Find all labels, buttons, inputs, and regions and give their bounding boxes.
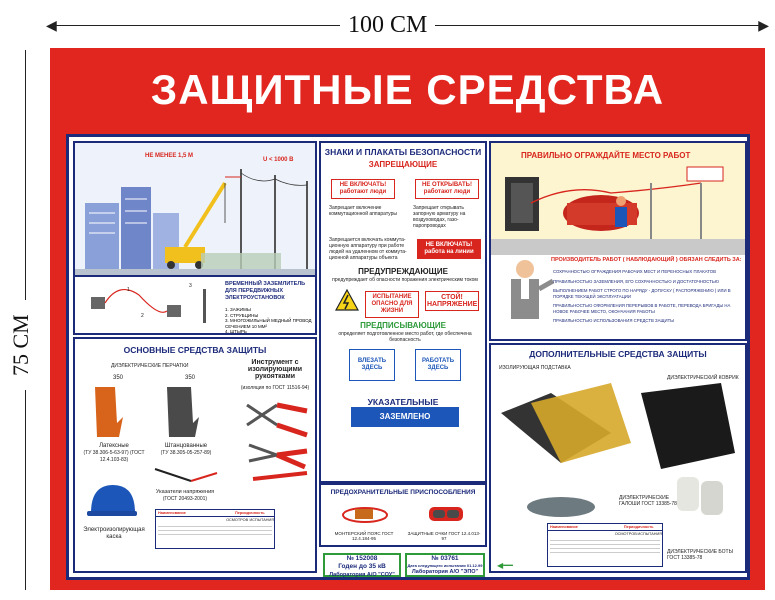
warning-heading: ПРЕДУПРЕЖДАЮЩИЕ <box>358 267 448 276</box>
sign-climb-here: ВЛЕЗАТЬ ЗДЕСЬ <box>349 349 395 381</box>
panel-fencing <box>489 141 747 341</box>
height-dimension <box>8 50 42 590</box>
grounding-item: 2. СТРУБЦИНЫ <box>225 312 259 318</box>
test-stamp-2 <box>405 553 485 577</box>
tools-title: Инструмент с изолирующими рукоятками <box>247 359 303 380</box>
screwdriver <box>253 473 307 479</box>
fencing-illustration <box>491 143 747 255</box>
table-col-period: Периодичность <box>623 525 654 529</box>
signs-heading: ЗНАКИ И ПЛАКАТЫ БЕЗОПАСНОСТИ <box>324 147 482 157</box>
latex-spec: (ТУ 38.306-5-63-97) (ГОСТ 12.4.103-83) <box>83 450 145 463</box>
sign-line-work: НЕ ВКЛЮЧАТЬ! работа на линии <box>417 239 481 259</box>
helmet-shell <box>91 485 135 513</box>
grounding-item: 4. ШТЫРЬ <box>225 329 247 334</box>
supervisor-head <box>516 260 534 278</box>
height-label: 75 СМ <box>8 300 42 390</box>
sign3-description: Запрещается включать коммута- ционную аппаратуру при работе людей на удаленном от коммута- ционной аппаратуры объекта <box>329 237 407 261</box>
grounding-item: 3. МНОГОЖИЛЬНЫЙ МЕДНЫЙ ПРОВОД СЕЧЕНИЕМ 10 ММ² <box>225 318 312 329</box>
sign-do-not-switch: НЕ ВКЛЮЧАТЬ! работают люди <box>331 179 395 199</box>
stamp1-number: № 152008 <box>346 555 378 562</box>
construction-illustration <box>75 143 317 277</box>
svg-text:2: 2 <box>141 313 144 319</box>
table-col-inspection: ОСМОТРОВ <box>226 518 249 522</box>
duties-list <box>553 269 745 324</box>
stamp2-next: Дата следующего испытания 01.12.99 <box>407 563 483 568</box>
panel-additional <box>489 343 747 573</box>
arrow-right-icon: ▶ <box>758 17 769 33</box>
table-col-name: Наименование <box>158 511 186 515</box>
panel-construction <box>73 141 317 277</box>
test-stamp-1 <box>323 553 401 577</box>
poster-board <box>66 134 750 580</box>
gloves-dimension-a: 350 <box>113 375 124 381</box>
latex-glove <box>95 387 123 437</box>
helmet-label: Электроизолирующая каска <box>83 527 145 540</box>
boot-1 <box>677 477 699 511</box>
grounding-illustration <box>79 277 219 333</box>
duty-item: ПРАВИЛЬНОСТЬЮ ИСПОЛЬЗОВАНИЯ СРЕДСТВ ЗАЩИТЫ <box>553 318 675 323</box>
table-col-test: ИСПЫТАНИЯ <box>637 532 662 536</box>
prescribing-description: определяет подготовленное место работ, где обеспечена безопасность <box>338 331 472 343</box>
table-col-period: Периодичность <box>235 511 265 515</box>
tools-spec: (изоляция по ГОСТ 11516-94) <box>240 385 310 391</box>
sign-testing: ИСПЫТАНИЕ ОПАСНО ДЛЯ ЖИЗНИ <box>365 291 419 318</box>
fixtures-illustration <box>325 499 485 529</box>
producer-heading: ПРОИЗВОДИТЕЛЬ РАБОТ ( НАБЛЮДАЮЩИЙ ) ОБЯЗАН СЛЕДИТЬ ЗА: <box>551 257 742 263</box>
width-label: 100 СМ <box>340 12 435 39</box>
duty-item: СОХРАННОСТЬЮ ОГРАЖДЕНИЯ РАБОЧИХ МЕСТ И ПЕРЕНОСНЫХ ПЛАКАТОВ <box>553 269 716 274</box>
stamp1-valid: Годен до 35 кВ <box>338 563 386 570</box>
belt-caption: МОНТЕРСКИЙ ПОЯС ГОСТ 12.4.184-95 <box>334 531 394 541</box>
worker-head <box>616 196 626 206</box>
warning-description: предупреждает об опасности поражения электрическим током <box>332 277 478 283</box>
grounding-title: ВРЕМЕННЫЙ ЗАЗЕМЛИТЕЛЬ ДЛЯ ПЕРЕДВИЖНЫХ ЭЛЕКТРОУСТАНОВОК <box>225 281 306 301</box>
panel-fixtures <box>319 483 487 547</box>
boot-2 <box>701 481 723 515</box>
svg-text:1: 1 <box>127 287 130 293</box>
gloves-dimension-b: 350 <box>185 375 196 381</box>
svg-text:3: 3 <box>189 283 192 289</box>
distance-label: НЕ МЕНЕЕ 1,5 М <box>145 153 194 159</box>
prohibiting-heading: ЗАПРЕЩАЮЩИЕ <box>368 160 438 169</box>
stamp2-number: № 03761 <box>431 555 459 562</box>
duty-item: ПРАВИЛЬНОСТЬЮ ЗАЗЕМЛЕНИЯ, ЕГО СОХРАННОСТЬЮ И ДОСТАТОЧНОСТЬЮ <box>553 278 720 284</box>
grounding-items <box>225 307 315 335</box>
sign2-description: Запрещает открывать запорную арматуру на воздуховодах, газо- паропроводах <box>413 205 466 229</box>
stamped-spec: (ТУ 38.305-05-257-89) <box>160 450 212 456</box>
fencing-heading: ПРАВИЛЬНО ОГРАЖДАЙТЕ МЕСТО РАБОТ <box>521 151 691 160</box>
sign-work-here: РАБОТАТЬ ЗДЕСЬ <box>415 349 461 381</box>
helmet-illustration <box>87 479 137 525</box>
gloves-label: ДИЭЛЕКТРИЧЕСКИЕ ПЕРЧАТКИ <box>111 363 189 369</box>
arrow-left-icon: ◀ <box>46 17 57 33</box>
high-voltage-icon <box>335 289 359 311</box>
pliers-head <box>247 405 277 425</box>
panel-basic <box>73 337 317 573</box>
voltage-indicator-illustration <box>151 463 221 487</box>
mat-label: ДИЭЛЕКТРИЧЕСКИЙ КОВРИК <box>667 375 739 381</box>
sign-grounded: ЗАЗЕМЛЕНО <box>351 407 459 427</box>
prescribing-heading: ПРЕДПИСЫВАЮЩИЕ <box>360 321 446 330</box>
gloves-illustration <box>79 381 229 441</box>
supervisor-illustration <box>495 255 555 341</box>
indicator-label: Указатели напряжения <box>155 489 215 495</box>
additional-test-table <box>547 523 663 567</box>
table-col-name: Наименование <box>550 525 578 529</box>
grounding-item: 1. ЗАЖИМЫ <box>225 307 251 312</box>
fixtures-heading: ПРЕДОХРАНИТЕЛЬНЫЕ ПРИСПОСОБЛЕНИЯ <box>330 489 476 496</box>
additional-heading: ДОПОЛНИТЕЛЬНЫЕ СРЕДСТВА ЗАЩИТЫ <box>529 349 707 359</box>
arrow-left-icon: ◀━━ <box>497 561 513 570</box>
poster <box>50 48 765 590</box>
sign-do-not-open: НЕ ОТКРЫВАТЬ! работают люди <box>415 179 479 199</box>
basic-heading: ОСНОВНЫЕ СРЕДСТВА ЗАЩИТЫ <box>123 345 267 355</box>
sign-stop-voltage: СТОЙ! НАПРЯЖЕНИЕ <box>425 291 479 311</box>
stamped-label: Штанцованные <box>164 443 208 449</box>
tools-illustration <box>237 395 317 485</box>
latex-label: Латексные <box>99 443 129 449</box>
galoshes-shape <box>527 497 595 517</box>
stamped-glove <box>167 387 199 437</box>
dielectric-mat <box>641 383 735 469</box>
sign1-description: Запрещает включение коммутационной аппаратуры <box>329 205 397 217</box>
panel-signs <box>319 141 487 483</box>
cutters-head <box>249 445 277 461</box>
indicating-heading: УКАЗАТЕЛЬНЫЕ <box>367 397 439 407</box>
stamp1-lab: Лаборатория А/О "СОУ" <box>329 572 395 578</box>
poster-title: ЗАЩИТНЫЕ СРЕДСТВА <box>150 66 665 113</box>
boots-label: ДИЭЛЕКТРИЧЕСКИЕ БОТЫ ГОСТ 13385-78 <box>667 549 734 561</box>
table-col-inspection: ОСМОТРОВ <box>614 532 637 536</box>
goggles-caption: ЗАЩИТНЫЕ ОЧКИ ГОСТ 12.4.013-97 <box>407 531 481 541</box>
duty-item: ВЫПОЛНЕНИЕМ РАБОТ СТРОГО ПО НАРЯДУ - ДОПУСКУ ( РАСПОРЯЖЕНИЮ ) ИЛИ В ПОРЯДКЕ ТЕКУЩЕЙ ЭКСПЛУАТАЦИИ <box>553 288 731 299</box>
stamp2-lab: Лаборатория А/О "ЭПО" <box>411 569 479 575</box>
basic-test-table <box>155 509 275 549</box>
table-col-test: ИСПЫТАНИЯ <box>249 518 274 522</box>
panel-grounding <box>73 277 317 335</box>
voltage-label: U < 1000 В <box>263 157 294 163</box>
width-dimension <box>46 8 769 40</box>
duty-item: ПРАВИЛЬНОСТЬЮ ОФОРМЛЕНИЯ ПЕРЕРЫВОВ В РАБОТЕ, ПЕРЕВОДА БРИГАДЫ НА НОВОЕ РАБОЧЕЕ МЕСТО, ОКОНЧАНИЯ РАБОТЫ <box>553 303 731 314</box>
indicator-spec: (ГОСТ 20493-2001) <box>162 496 208 502</box>
galoshes-label: ДИЭЛЕКТРИЧЕСКИЕ ГАЛОШИ ГОСТ 13385-78 <box>619 495 677 507</box>
stand-label: ИЗОЛИРУЮЩАЯ ПОДСТАВКА <box>499 365 571 371</box>
